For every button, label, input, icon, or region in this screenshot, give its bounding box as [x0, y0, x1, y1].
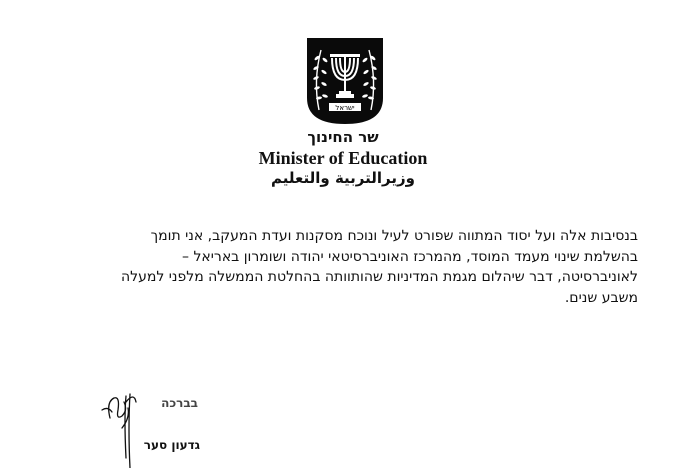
minister-title-arabic: وزيرالتربية والتعليم: [271, 169, 415, 187]
minister-title-english: Minister of Education: [258, 148, 428, 168]
emblem-icon: [305, 36, 385, 126]
letter-body-line: בהשלמת שינוי מעמד המוסד, מהמרכז האוניברסיטאי יהודה ושומרון באריאל –: [182, 248, 638, 265]
svg-text:ישראל: ישראל: [335, 104, 355, 112]
letter-body-line: לאוניברסיטה, דבר שיהלום מגמת המדיניות שהותוותה בהחלטת הממשלה מלפני למעלה: [120, 269, 638, 285]
minister-title-hebrew: שר החינוך: [307, 128, 379, 146]
letter-body: [48, 226, 638, 308]
signer-name: גדעון סער: [143, 438, 200, 452]
closing-salutation: בברכה: [161, 396, 198, 410]
letter-body-line: בנסיבות אלה ועל יסוד המתווה שפורט לעיל ונוכח מסקנות ועדת המעקב, אני תומך: [150, 228, 638, 244]
letter-body-line: משבע שנים.: [564, 289, 638, 306]
state-emblem-graphic: [305, 36, 385, 126]
